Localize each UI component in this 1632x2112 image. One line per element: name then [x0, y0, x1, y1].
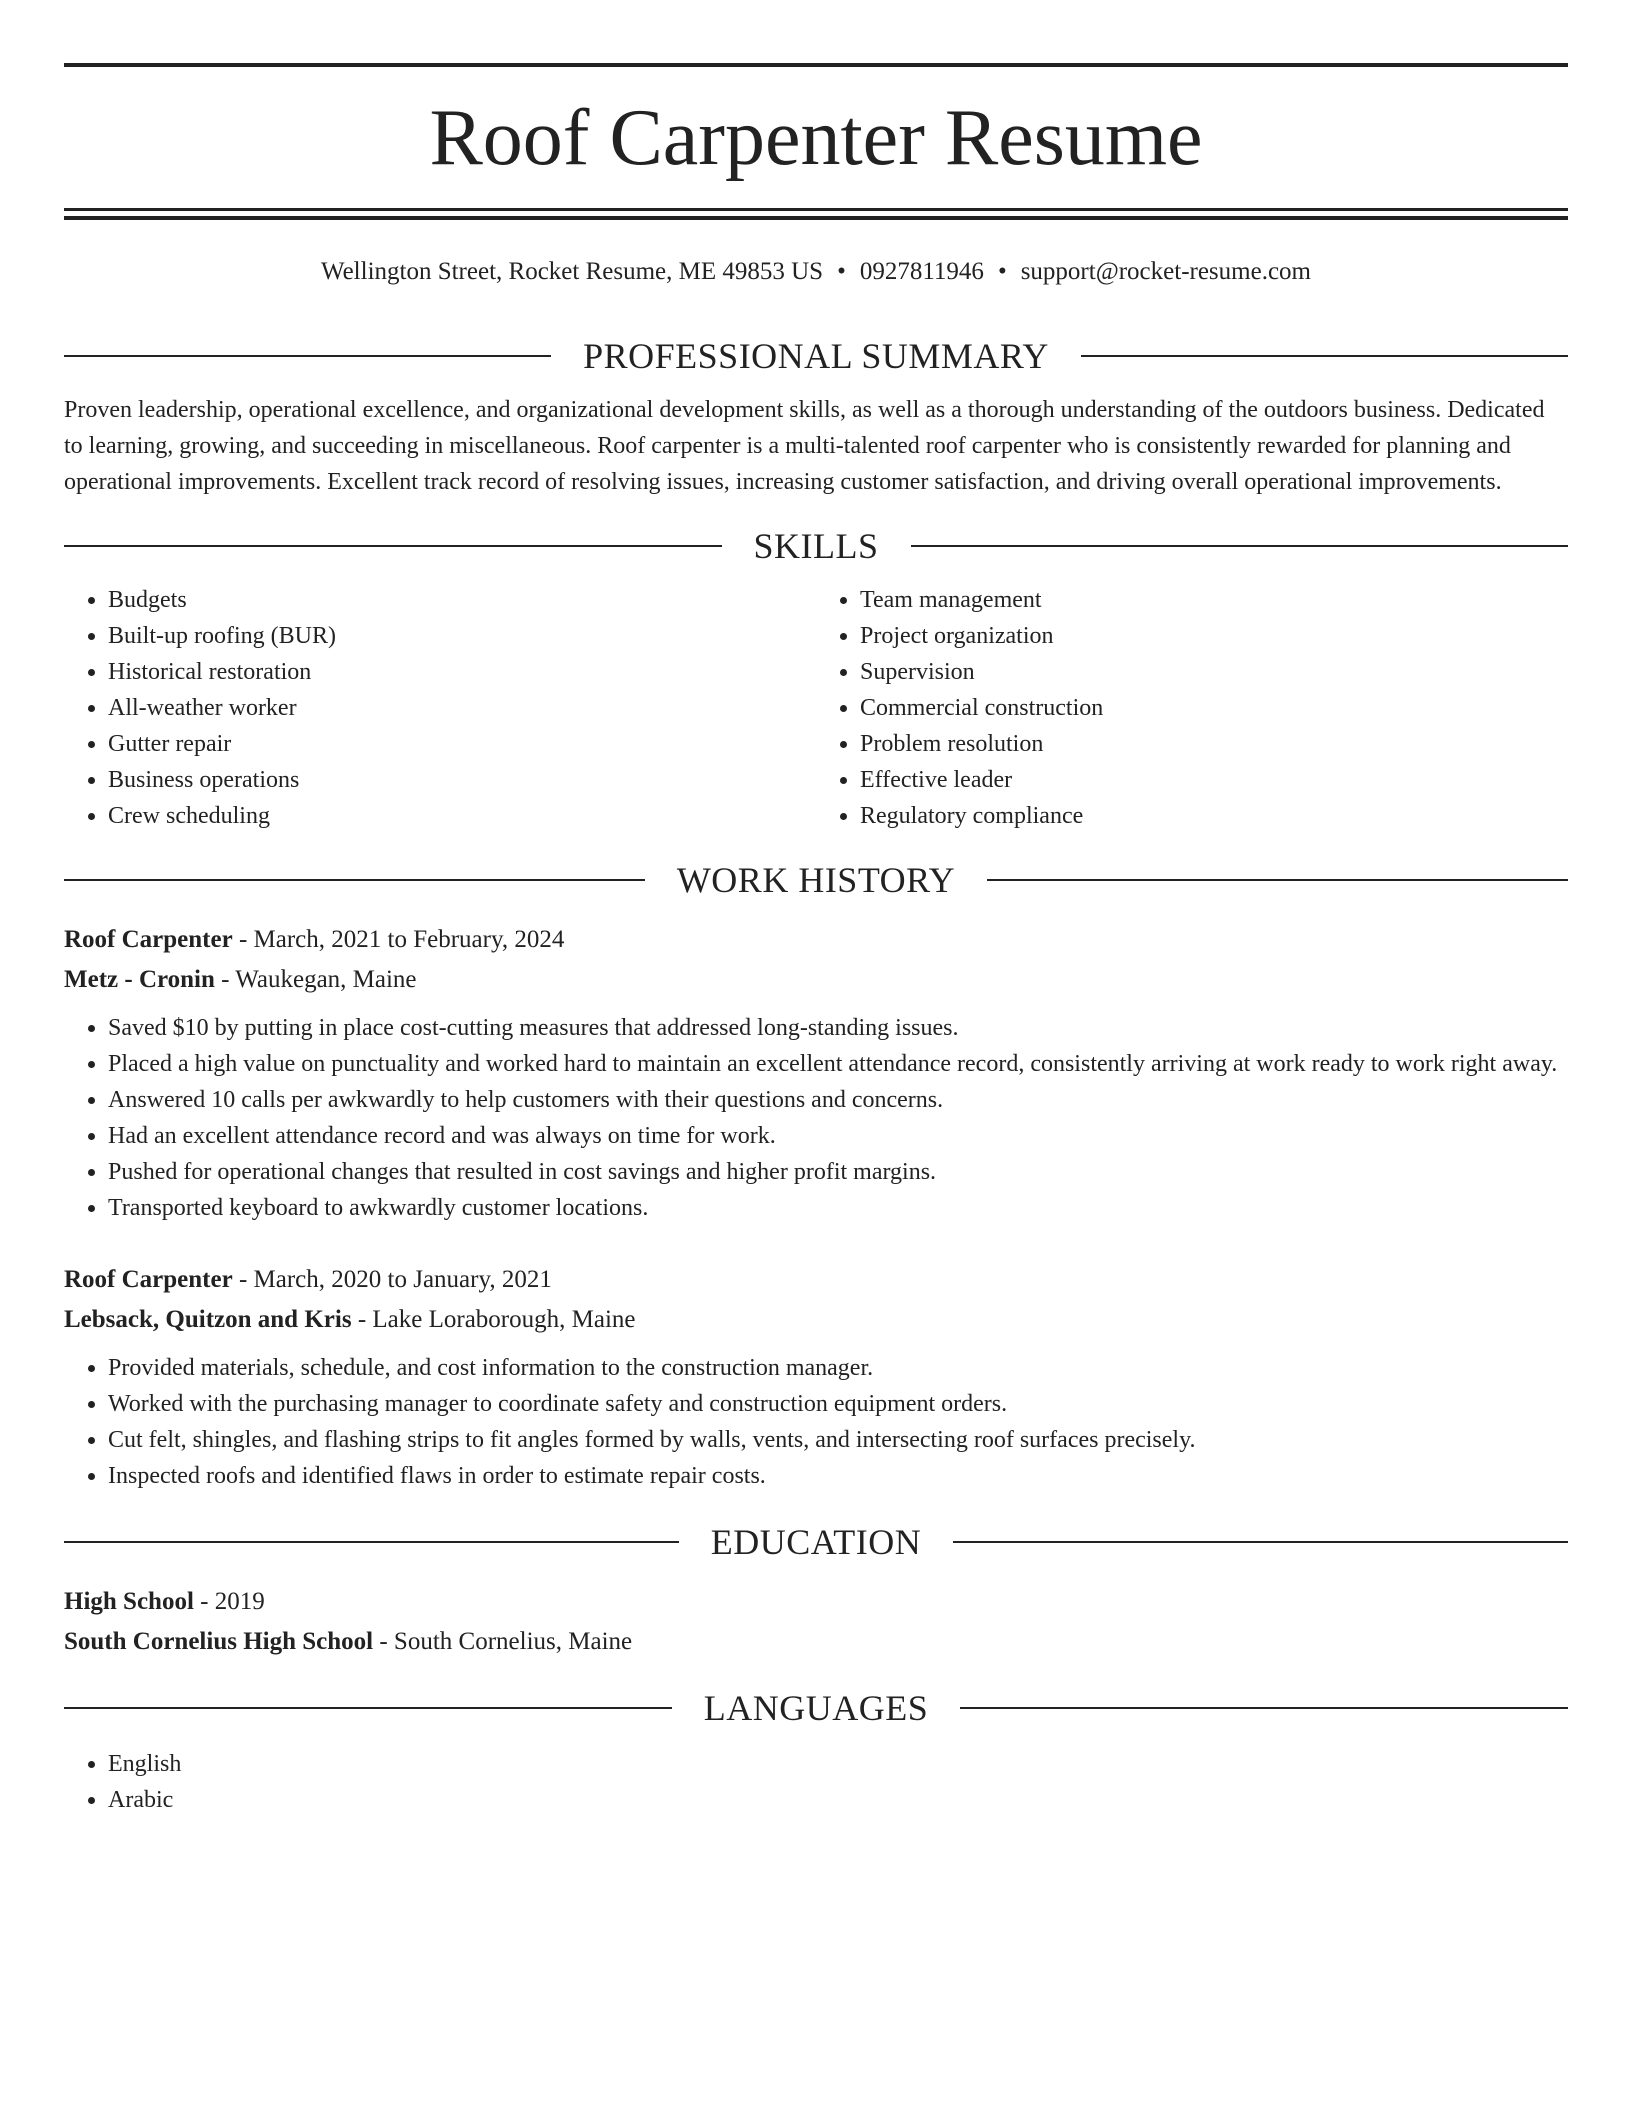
heading-rule: [987, 879, 1568, 881]
heading-rule: [960, 1707, 1568, 1709]
education-school: South Cornelius High School: [64, 1628, 374, 1655]
education-year: - 2019: [193, 1588, 265, 1615]
language-item: • English: [108, 1746, 1568, 1782]
section-label: SKILLS: [753, 526, 879, 566]
skill-item: • All-weather worker: [108, 690, 816, 726]
section-heading-skills: [64, 520, 1568, 572]
work-history: [64, 920, 1568, 1494]
section-label: EDUCATION: [710, 1522, 922, 1562]
job-location: - Waukegan, Maine: [214, 966, 417, 993]
job-bullet: • Pushed for operational changes that resulted in cost savings and higher profit margins.: [108, 1154, 1568, 1190]
skill-item: • Problem resolution: [860, 726, 1568, 762]
skills-column-right: [816, 582, 1568, 834]
heading-rule: [64, 1541, 679, 1543]
heading-rule: [911, 545, 1569, 547]
language-item: • Arabic: [108, 1782, 1568, 1818]
section-heading-work: [64, 854, 1568, 906]
contact-separator: •: [997, 258, 1007, 285]
skill-item: • Project organization: [860, 618, 1568, 654]
contact-address: Wellington Street, Rocket Resume, ME 49853 US: [320, 258, 824, 285]
job-entry: [64, 920, 1568, 1226]
job-title: Roof Carpenter: [64, 926, 233, 953]
job-bullet: • Worked with the purchasing manager to coordinate safety and construction equipment orders.: [108, 1386, 1568, 1422]
job-title-line: [64, 920, 1568, 960]
job-dates: - March, 2021 to February, 2024: [232, 926, 565, 953]
section-heading-education: [64, 1516, 1568, 1568]
job-bullet: • Answered 10 calls per awkwardly to help customers with their questions and concerns.: [108, 1082, 1568, 1118]
resume-title: Roof Carpenter Resume: [429, 94, 1203, 182]
languages-list: [64, 1746, 1568, 1818]
education-degree-line: [64, 1582, 1568, 1622]
section-heading-summary: [64, 330, 1568, 382]
section-label: LANGUAGES: [703, 1688, 929, 1728]
skills-column-left: [64, 582, 816, 834]
job-bullet: • Saved $10 by putting in place cost-cutting measures that addressed long-standing issues.: [108, 1010, 1568, 1046]
heading-rule: [64, 355, 551, 357]
job-dates: - March, 2020 to January, 2021: [232, 1266, 552, 1293]
title-rule-thin: [64, 208, 1568, 211]
job-bullet: • Cut felt, shingles, and flashing strips to fit angles formed by walls, vents, and intersecting roof surfaces precisely.: [108, 1422, 1568, 1458]
job-title-line: [64, 1260, 1568, 1300]
heading-rule: [64, 1707, 672, 1709]
job-company: Metz - Cronin: [64, 966, 215, 993]
skill-item: • Effective leader: [860, 762, 1568, 798]
contact-line: [64, 254, 1568, 290]
skill-item: • Gutter repair: [108, 726, 816, 762]
skill-item: • Team management: [860, 582, 1568, 618]
skill-item: • Budgets: [108, 582, 816, 618]
contact-separator: •: [837, 258, 846, 285]
skills-right-list: [816, 582, 1568, 834]
skill-item: • Built-up roofing (BUR): [108, 618, 816, 654]
contact-phone: 0927811946: [859, 258, 984, 285]
job-bullet: • Inspected roofs and identified flaws in order to estimate repair costs.: [108, 1458, 1568, 1494]
job-bullets: [64, 1010, 1568, 1226]
resume-body: [64, 330, 1568, 1818]
contact-email: support@rocket-resume.com: [1020, 258, 1311, 285]
skill-item: • Supervision: [860, 654, 1568, 690]
education-entry: [64, 1582, 1568, 1662]
skill-item: • Regulatory compliance: [860, 798, 1568, 834]
section-heading-languages: [64, 1682, 1568, 1734]
skills-list: [64, 582, 1568, 834]
job-bullet: • Placed a high value on punctuality and worked hard to maintain an excellent attendance record, consistently arriving at work ready to work right away.: [108, 1046, 1568, 1082]
job-bullet: • Provided materials, schedule, and cost information to the construction manager.: [108, 1350, 1568, 1386]
heading-rule: [64, 545, 722, 547]
job-bullet: • Had an excellent attendance record and was always on time for work.: [108, 1118, 1568, 1154]
job-location: - Lake Loraborough, Maine: [351, 1306, 636, 1333]
job-title: Roof Carpenter: [64, 1266, 233, 1293]
skill-item: • Business operations: [108, 762, 816, 798]
skill-item: • Commercial construction: [860, 690, 1568, 726]
job-company: Lebsack, Quitzon and Kris: [64, 1306, 352, 1333]
title-rule-thick: [64, 216, 1568, 220]
job-entry: [64, 1260, 1568, 1494]
top-rule: [64, 63, 1568, 67]
heading-rule: [953, 1541, 1568, 1543]
job-company-line: [64, 1300, 1568, 1340]
summary-text: Proven leadership, operational excellence, and organizational development skills, as well as a thorough understanding of the outdoors business. Dedicated to learning, growing, and succeeding in miscellaneous. Roof carpenter is a multi-talented roof carpenter who is consistently rewarded for planning and operational improvements. Excellent track record of resolving issues, increasing customer satisfaction, and driving overall operational improvements.: [64, 397, 1545, 495]
languages-bullets: [64, 1746, 1568, 1818]
skill-item: • Historical restoration: [108, 654, 816, 690]
job-bullets: [64, 1350, 1568, 1494]
heading-rule: [1081, 355, 1568, 357]
skills-left-list: [64, 582, 816, 834]
education-degree: High School: [64, 1588, 194, 1615]
job-bullet: • Transported keyboard to awkwardly customer locations.: [108, 1190, 1568, 1226]
section-label: PROFESSIONAL SUMMARY: [583, 336, 1049, 376]
section-label: WORK HISTORY: [676, 860, 956, 900]
job-company-line: [64, 960, 1568, 1000]
heading-rule: [64, 879, 645, 881]
skill-item: • Crew scheduling: [108, 798, 816, 834]
education-school-line: [64, 1622, 1568, 1662]
education-location: - South Cornelius, Maine: [373, 1628, 633, 1655]
